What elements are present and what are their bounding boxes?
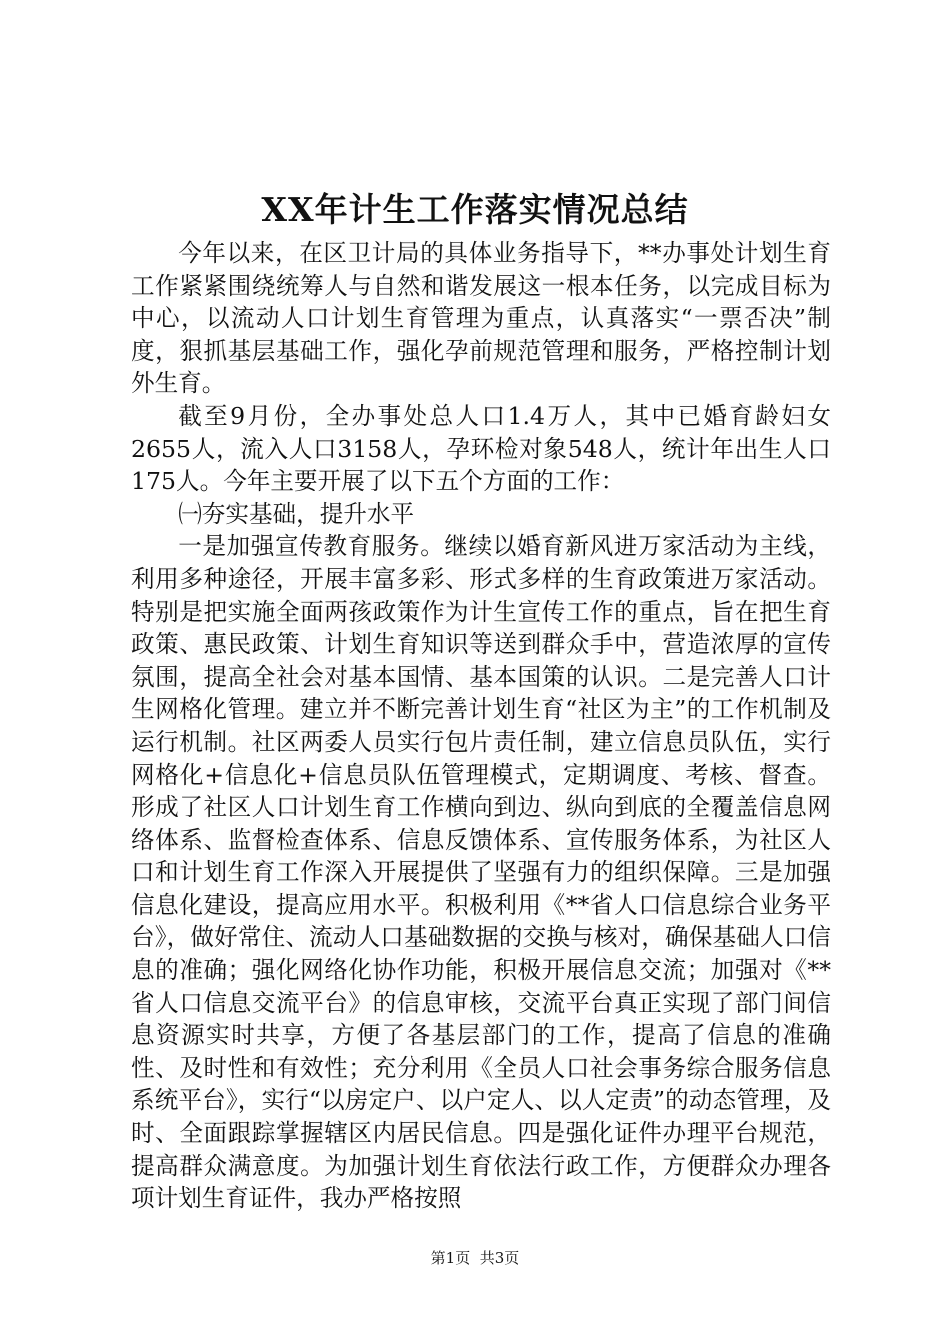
paragraph-statistics: 截至9月份，全办事处总人口1.4万人，其中已婚育龄妇女2655人，流入人口3158人，孕环检对象548人，统计年出生人口175人。今年主要开展了以下五个方面的工作： — [131, 401, 831, 496]
document-title: XX年计生工作落实情况总结 — [261, 190, 689, 229]
section-heading: ㈠夯实基础，提升水平 — [178, 499, 415, 528]
page-number: 第1页 — [430, 1249, 471, 1267]
document-body — [131, 237, 831, 1215]
paragraph-details: 一是加强宣传教育服务。继续以婚育新风进万家活动为主线，利用多种途径，开展丰富多彩、形式多样的生育政策进万家活动。特别是把实施全面两孩政策作为计生宣传工作的重点，旨在把生育政策、惠民政策、计划生育知识等送到群众手中，营造浓厚的宣传氛围，提高全社会对基本国情、基本国策的认识。二是完善人口计生网格化管理。建立并不断完善计划生育“社区为主”的工作机制及运行机制。社区两委人员实行包片责任制，建立信息员队伍，实行网格化+信息化+信息员队伍管理模式，定期调度、考核、督查。形成了社区人口计划生育工作横向到边、纵向到底的全覆盖信息网络体系、监督检查体系、信息反馈体系、宣传服务体系，为社区人口和计划生育工作深入开展提供了坚强有力的组织保障。三是加强信息化建设，提高应用水平。积极利用《**省人口信息综合业务平台》，做好常住、流动人口基础数据的交换与核对，确保基础人口信息的准确；强化网络化协作功能，积极开展信息交流；加强对《**省人口信息交流平台》的信息审核，交流平台真正实现了部门间信息资源实时共享，方便了各基层部门的工作，提高了信息的准确性、及时性和有效性；充分利用《全员人口社会事务综合服务信息系统平台》，实行“以房定户、以户定人、以人定责”的动态管理，及时、全面跟踪掌握辖区内居民信息。四是强化证件办理平台规范，提高群众满意度。为加强计划生育依法行政工作，方便群众办理各项计划生育证件，我办严格按照 — [131, 532, 831, 1213]
page-footer — [0, 1248, 950, 1268]
paragraph-intro: 今年以来，在区卫计局的具体业务指导下，**办事处计划生育工作紧紧围绕统筹人与自然和谐发展这一根本任务，以完成目标为中心，以流动人口计划生育管理为重点，认真落实“一票否决”制度，狠抓基层基础工作，强化孕前规范管理和服务，严格控制计划外生育。 — [131, 239, 831, 398]
page-total: 共3页 — [479, 1249, 520, 1267]
